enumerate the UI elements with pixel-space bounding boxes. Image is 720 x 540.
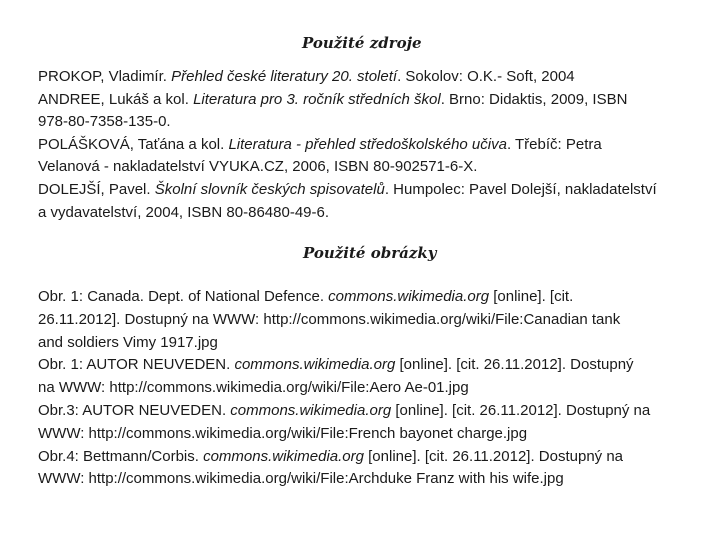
image-credit-text: [online]. [cit. 26.11.2012]. Dostupný na: [391, 401, 651, 419]
image-credit-line: [38, 468, 710, 491]
image-credit-line: [38, 400, 710, 423]
source-line-text: Velanová - nakladatelství VYUKA.CZ, 2006, ISBN 80-902571-6-X.: [38, 158, 478, 176]
image-credit-text: and soldiers Vimy 1917.jpg: [38, 333, 218, 351]
image-credit-site: commons.wikimedia.org: [328, 288, 490, 305]
image-credit-site: commons.wikimedia.org: [230, 401, 392, 419]
image-credit-text: Obr.3: AUTOR NEUVEDEN.: [38, 401, 231, 419]
image-credit-text: Obr. 1: Canada. Dept. of National Defence.: [38, 288, 329, 305]
sources-heading: Použité zdroje: [302, 34, 422, 52]
image-credit-text: WWW: http://commons.wikimedia.org/wiki/File:French bayonet charge.jpg: [38, 424, 528, 442]
image-credit-text: [online]. [cit. 26.11.2012]. Dostupný: [395, 356, 634, 374]
images-heading: Použité obrázky: [303, 244, 437, 262]
image-credit-text: 26.11.2012]. Dostupný na WWW: http://commons.wikimedia.org/wiki/File:Canadian tank: [38, 310, 621, 328]
source-line: [38, 179, 710, 202]
source-line: [38, 89, 710, 112]
image-credit-line: [38, 286, 710, 309]
image-credit-text: [online]. [cit. 26.11.2012]. Dostupný na: [363, 447, 624, 465]
image-credit-line: [38, 423, 710, 446]
source-line: [38, 202, 710, 225]
source-line-title: Literatura - přehled středoškolského učiva: [228, 135, 507, 153]
image-credit-site: commons.wikimedia.org: [234, 356, 396, 374]
image-credit-site: commons.wikimedia.org: [203, 447, 364, 465]
source-line: [38, 134, 710, 157]
sources-list: [38, 66, 710, 224]
image-credit-text: WWW: http://commons.wikimedia.org/wiki/File:Archduke Franz with his wife.jpg: [38, 470, 564, 488]
image-credit-line: [38, 332, 710, 355]
image-credit-text: Obr. 1: AUTOR NEUVEDEN.: [38, 356, 235, 374]
source-line-text: a vydavatelství, 2004, ISBN 80-86480-49-6.: [38, 203, 330, 221]
image-credit-text: [online]. [cit.: [489, 288, 574, 305]
source-line-text: . Třebíč: Petra: [506, 135, 602, 153]
source-line-text: DOLEJŠÍ, Pavel.: [38, 180, 155, 198]
source-line-text: PROKOP, Vladimír.: [38, 68, 172, 85]
source-line-text: 978-80-7358-135-0.: [38, 113, 171, 131]
source-line-text: . Brno: Didaktis, 2009, ISBN: [440, 90, 628, 108]
images-list: [38, 286, 710, 491]
source-line-text: POLÁŠKOVÁ, Taťána a kol.: [38, 135, 229, 153]
source-line: [38, 66, 710, 89]
image-credit-line: [38, 446, 710, 469]
source-line-title: Literatura pro 3. ročník středních škol: [193, 90, 441, 108]
source-line-text: . Sokolov: O.K.- Soft, 2004: [397, 68, 575, 85]
source-line-text: ANDREE, Lukáš a kol.: [38, 90, 194, 108]
image-credit-text: na WWW: http://commons.wikimedia.org/wiki/File:Aero Ae-01.jpg: [38, 379, 469, 397]
source-line-title: Přehled české literatury 20. století: [171, 68, 398, 85]
source-line-title: Školní slovník českých spisovatelů: [154, 180, 385, 198]
image-credit-line: [38, 354, 710, 377]
source-line: [38, 111, 710, 134]
image-credit-line: [38, 309, 710, 332]
image-credit-line: [38, 377, 710, 400]
source-line: [38, 156, 710, 179]
image-credit-text: Obr.4: Bettmann/Corbis.: [38, 447, 204, 465]
source-line-text: . Humpolec: Pavel Dolejší, nakladatelství: [384, 180, 657, 198]
